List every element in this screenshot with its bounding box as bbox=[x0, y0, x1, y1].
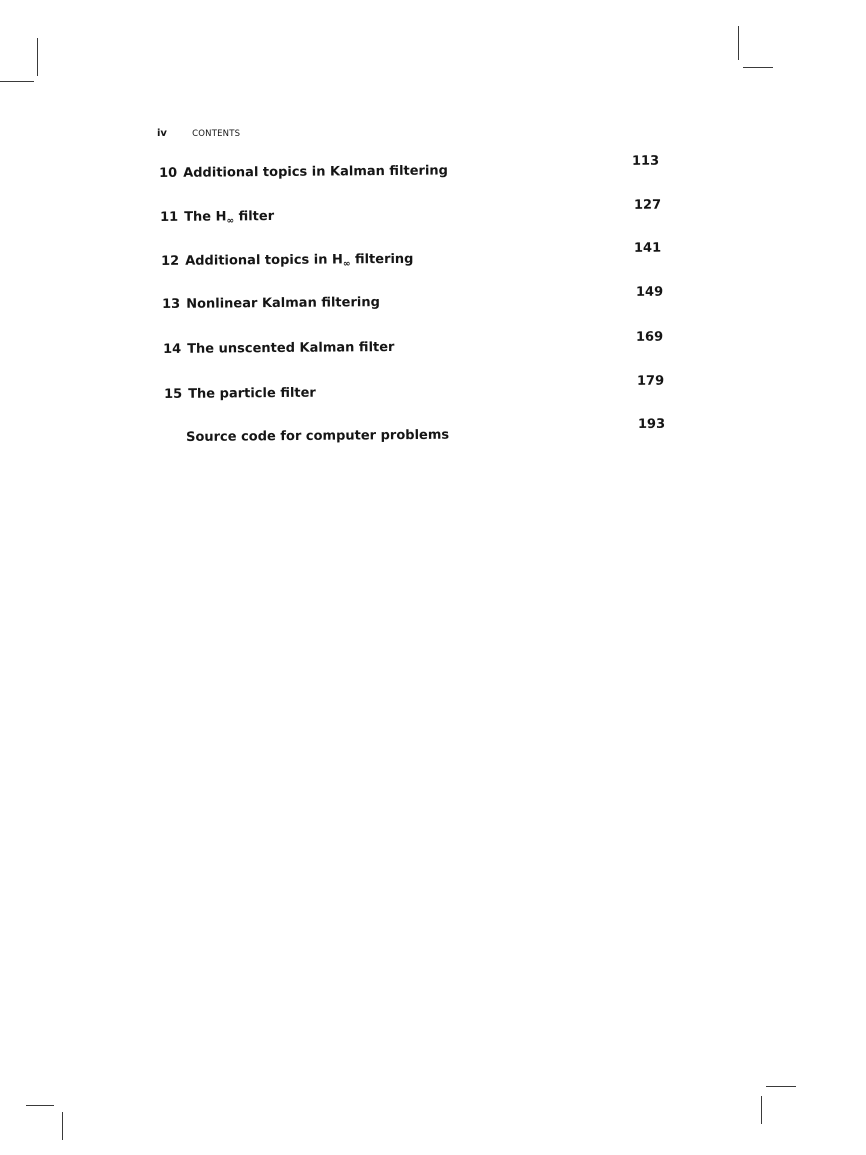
chapter-title: Additional topics in Kalman filtering bbox=[183, 163, 449, 181]
toc-entry-title bbox=[161, 252, 414, 274]
chapter-title: Additional topics in H bbox=[185, 252, 343, 269]
page-folio: iv bbox=[157, 128, 167, 139]
toc-entry-chapter-13[interactable] bbox=[162, 284, 682, 317]
chapter-number: 10 bbox=[159, 165, 178, 181]
toc-entry-title bbox=[163, 340, 395, 358]
toc-entry-title bbox=[164, 386, 316, 403]
toc-entry-chapter-12[interactable] bbox=[161, 240, 681, 274]
toc-page-number: 113 bbox=[631, 153, 660, 169]
toc-entry-chapter-15[interactable] bbox=[164, 373, 684, 407]
infinity-subscript: ∞ bbox=[226, 216, 235, 227]
chapter-number: 13 bbox=[162, 296, 181, 312]
toc-entry-title bbox=[159, 163, 448, 182]
chapter-number: 12 bbox=[161, 253, 180, 269]
chapter-title-suffix: filter bbox=[233, 209, 275, 225]
chapter-title: The unscented Kalman filter bbox=[187, 339, 395, 357]
chapter-title: The H bbox=[184, 209, 227, 225]
running-head-title: CONTENTS bbox=[192, 129, 241, 139]
toc-page-number: 169 bbox=[635, 329, 664, 345]
toc-entry-chapter-10[interactable] bbox=[159, 153, 679, 186]
chapter-number: 11 bbox=[160, 209, 179, 225]
toc-entry-chapter-14[interactable] bbox=[163, 329, 683, 362]
infinity-subscript: ∞ bbox=[342, 259, 351, 270]
toc-entry-title bbox=[160, 209, 274, 230]
chapter-title-suffix: filtering bbox=[350, 251, 414, 268]
toc-entry-title bbox=[162, 295, 380, 313]
toc-page-number: 127 bbox=[633, 197, 662, 213]
toc-entry-title bbox=[186, 428, 449, 446]
toc-page-number: 149 bbox=[635, 284, 664, 300]
toc-page-number: 193 bbox=[637, 416, 666, 433]
toc-entry-chapter-11[interactable] bbox=[160, 197, 680, 230]
toc-page-number: 141 bbox=[633, 240, 662, 256]
appendix-title: Source code for computer problems bbox=[186, 427, 450, 445]
toc-entry-appendix[interactable] bbox=[186, 416, 706, 450]
chapter-title: Nonlinear Kalman filtering bbox=[186, 295, 380, 312]
toc-page-number: 179 bbox=[636, 373, 665, 389]
chapter-number: 15 bbox=[164, 386, 183, 402]
chapter-number: 14 bbox=[163, 341, 182, 357]
chapter-title: The particle filter bbox=[188, 385, 316, 402]
